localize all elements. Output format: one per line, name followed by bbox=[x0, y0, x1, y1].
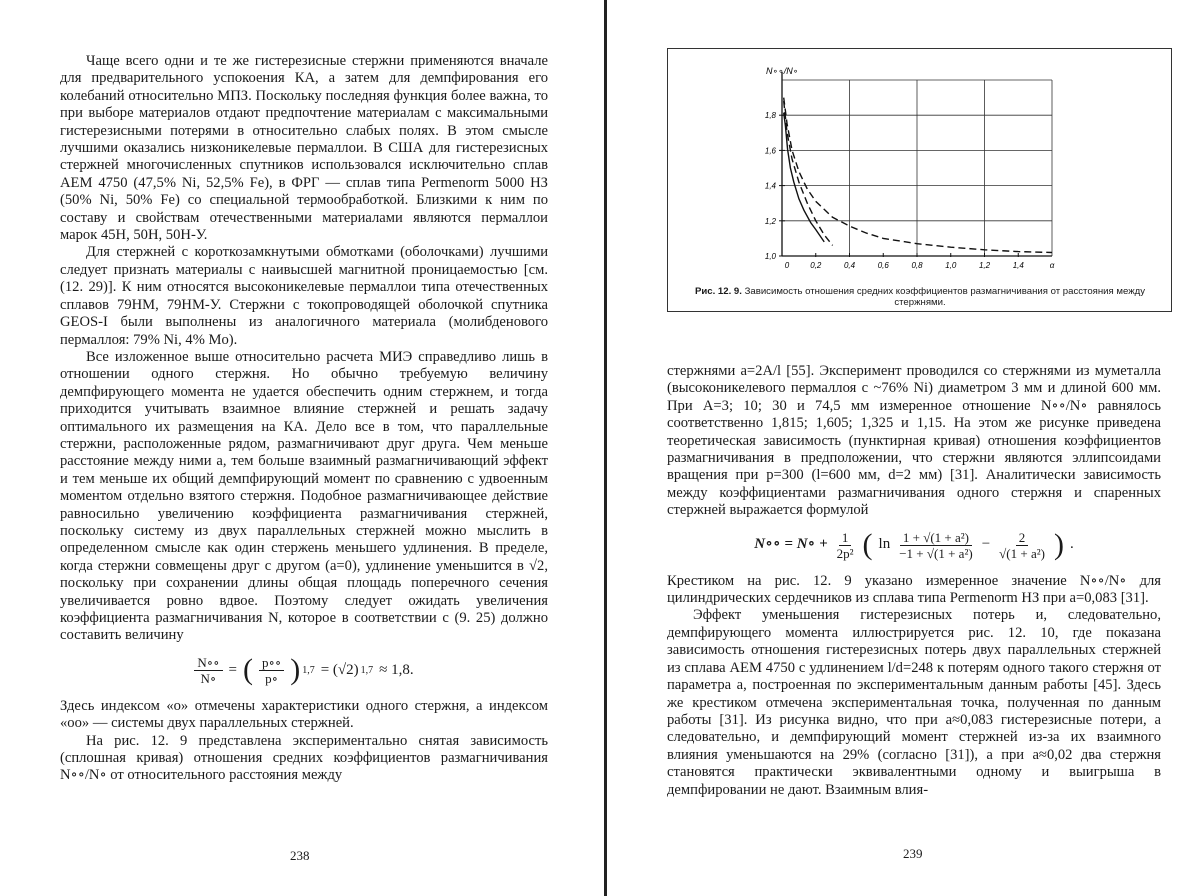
x-tick-label: 0,2 bbox=[810, 261, 822, 270]
paragraph: стержнями a=2A/l [55]. Эксперимент проводился со стержнями из муметалла (высоконикелевого пермаллоя с ~76% Ni) диаметром 3 мм и длиной 600 мм. При A=3; 10; 30 и 74,5 мм измеренное отношение N∘∘/N∘ равнялось соответственно 1,815; 1,605; 1,325 и 1,15. На этом же рисунке приведена теоретическая зависимость (пунктирная кривая) отношения коэффициентов размагничивания в предположении, что стержни являются эллипсоидами вращения при p=300 (l=600 мм, d=2 мм) [31]. Аналитически зависимость между коэффициентами размагничивания одного стержня и спаренных стержней выражается формулой bbox=[667, 363, 1161, 520]
x-tick-label: 0,6 bbox=[878, 261, 890, 270]
y-tick-label: 1,0 bbox=[765, 252, 777, 261]
formula-ratio: N∘∘ N∘ = ( p∘∘ p∘ ) 1,7 = (√2) 1,7 ≈ 1,8. bbox=[60, 655, 548, 686]
y-tick-label: 1,8 bbox=[765, 111, 777, 120]
x-tick-label: α bbox=[1050, 261, 1055, 270]
x-tick-label: 0,4 bbox=[844, 261, 856, 270]
x-tick-label: 1,0 bbox=[945, 261, 957, 270]
page-number-left: 238 bbox=[290, 848, 310, 864]
y-tick-label: 1,2 bbox=[765, 217, 777, 226]
second-denominator: √(1 + a²) bbox=[996, 546, 1048, 561]
paragraph: Здесь индексом «о» отмечены характеристики одного стержня, а индексом «оо» — системы двух параллельных стержней. bbox=[60, 698, 548, 733]
y-axis-label: N∘∘/N∘ bbox=[766, 66, 798, 76]
y-tick-label: 1,4 bbox=[765, 182, 777, 191]
x-tick-label: 0 bbox=[785, 261, 790, 270]
x-tick-label: 0,8 bbox=[911, 261, 923, 270]
x-tick-label: 1,4 bbox=[1013, 261, 1025, 270]
paragraph: Эффект уменьшения гистерезисных потерь и, следовательно, демпфирующего момента иллюстрируется рис. 12. 10, где показана зависимость отношения гистерезисных потерь двух параллельных стержней из сплава АЕМ 4750 с удлинением l/d=248 к потерям одного такого стержня от параметра a, построенная по экспериментальным данным работы [45]. Здесь же крестиком отмечена экспериментальная точка, полученная по данным работы [31]. Из рисунка видно, что при a≈0,083 гистерезисные потери, а следовательно, и демпфирующий момент стержней из-за их взаимного влияния уменьшаются на 29% (согласно [31]), а при a≈0,02 два стержня становятся практически эквивалентными одному и выигрыша в демпфировании не дают. Взаимным влия- bbox=[667, 607, 1161, 798]
right-page bbox=[607, 0, 1200, 896]
caption-label: Рис. 12. 9. bbox=[695, 286, 742, 297]
right-text-column bbox=[667, 363, 1161, 799]
second-numerator: 2 bbox=[1016, 530, 1029, 546]
lhs-numerator: N∘∘ bbox=[194, 655, 222, 671]
x-tick-label: 1,2 bbox=[979, 261, 991, 270]
second-fraction bbox=[996, 530, 1048, 561]
paragraph: На рис. 12. 9 представлена экспериментально снятая зависимость (сплошная кривая) отношения средних коэффициентов размагничивания N∘∘/N∘ от относительного расстояния между bbox=[60, 733, 548, 785]
paragraph: Чаще всего одни и те же гистерезисные стержни применяются вначале для предварительного успокоения КА, а затем для демпфирования его колебаний относительно МПЗ. Поскольку последняя функция более важна, то при выборе материалов отдают предпочтение материалам с максимальными гистерезисными потерями в относительно слабых полях. В этом смысле лучшими оказались низконикелевые пермаллои. В США для гистерезисных стержней многочисленных спутников использовался исключительно сплав АЕМ 4750 (47,5% Ni, 52,5% Fe), в ФРГ — сплав типа Permenorm 5000 НЗ (50% Ni, 50% Fe) со специальной термообработкой. Близкими к ним по составу и свойствам отечественными материалами являются пермаллои марок 45Н, 50Н, 50Н-У. bbox=[60, 53, 548, 244]
mid-denominator: p∘ bbox=[262, 671, 281, 686]
left-text-column bbox=[60, 53, 548, 785]
formula-lhs: N∘∘ = N∘ + bbox=[754, 536, 827, 553]
formula-mutual: N∘∘ = N∘ + 1 2p² ( ln 1 + √(1 + a²) −1 + √(1 + a²) − 2 √(1 + a²) ) . bbox=[667, 530, 1161, 561]
lhs-denominator: N∘ bbox=[198, 671, 220, 686]
ln-operator: ln bbox=[879, 536, 891, 553]
log-numerator: 1 + √(1 + a²) bbox=[900, 530, 972, 546]
exponent: 1,7 bbox=[302, 662, 315, 679]
formula-mid bbox=[259, 655, 284, 686]
caption-text: Зависимость отношения средних коэффициентов размагничивания от расстояния между стержнями. bbox=[745, 286, 1145, 308]
log-fraction bbox=[896, 530, 975, 561]
coef-numerator: 1 bbox=[839, 530, 852, 546]
log-denominator: −1 + √(1 + a²) bbox=[896, 546, 975, 561]
formula-result: ≈ 1,8. bbox=[379, 662, 413, 679]
coef-fraction bbox=[834, 530, 857, 561]
paragraph: Для стержней с короткозамкнутыми обмотками (оболочками) лучшими следует признать материалы с наивысшей магнитной проницаемостью [см. (12. 29)]. К ним относятся высоконикелевые пермаллои типа отечественных сплавов 79НМ, 79НМ-У. Стержни с токопроводящей оболочкой спутника GEOS-I были выполнены из аналогичного материала (молибденового пермаллоя: 79% Ni, 4% Mo). bbox=[60, 244, 548, 348]
y-tick-label: 1,6 bbox=[765, 146, 777, 155]
paragraph: Все изложенное выше относительно расчета МИЭ справедливо лишь в отношении одного стержня. Но обычно требуемую величину демпфирующего момента не удается обеспечить одним стержнем, и тогда приходится учитывать взаимное влияние стержней и решать задачу оптимального их размещения на КА. Дело все в том, что параллельные стержни, расположенные рядом, размагничивают друг друга. Чем меньше расстояние между ними a, тем больше взаимный размагничивающий эффект и тем меньше их общий демпфирующий момент по сравнению с удвоенным моментом отдельно взятого стержня. Подобное размагничивающее действие равносильно увеличению коэффициента размагничивания стержней, поскольку систему из двух параллельных стержней можно мыслить в определенном смысле как один стержень меньшего удлинения. В пределе, когда стержни совмещены друг с другом (a=0), удлинение уменьшится в √2, поскольку при сохранении длины общая площадь поперечного сечения увеличивается ровно вдвое. Поэтому следует ожидать увеличения коэффициента размагничивания N, которое в соответствии с (9. 25) должно составить величину bbox=[60, 349, 548, 645]
page-number-right: 239 bbox=[903, 846, 923, 862]
mid-numerator: p∘∘ bbox=[259, 655, 284, 671]
coef-denominator: 2p² bbox=[834, 546, 857, 561]
exponent: 1,7 bbox=[361, 662, 374, 679]
minus-sign: − bbox=[982, 536, 990, 553]
paragraph: Крестиком на рис. 12. 9 указано измеренное значение N∘∘/N∘ для цилиндрических сердечников из сплава типа Permenorm НЗ при a=0,083 [31]. bbox=[667, 573, 1161, 608]
left-page bbox=[0, 0, 604, 896]
formula-rhs: = (√2) bbox=[321, 662, 359, 679]
formula-lhs bbox=[194, 655, 222, 686]
